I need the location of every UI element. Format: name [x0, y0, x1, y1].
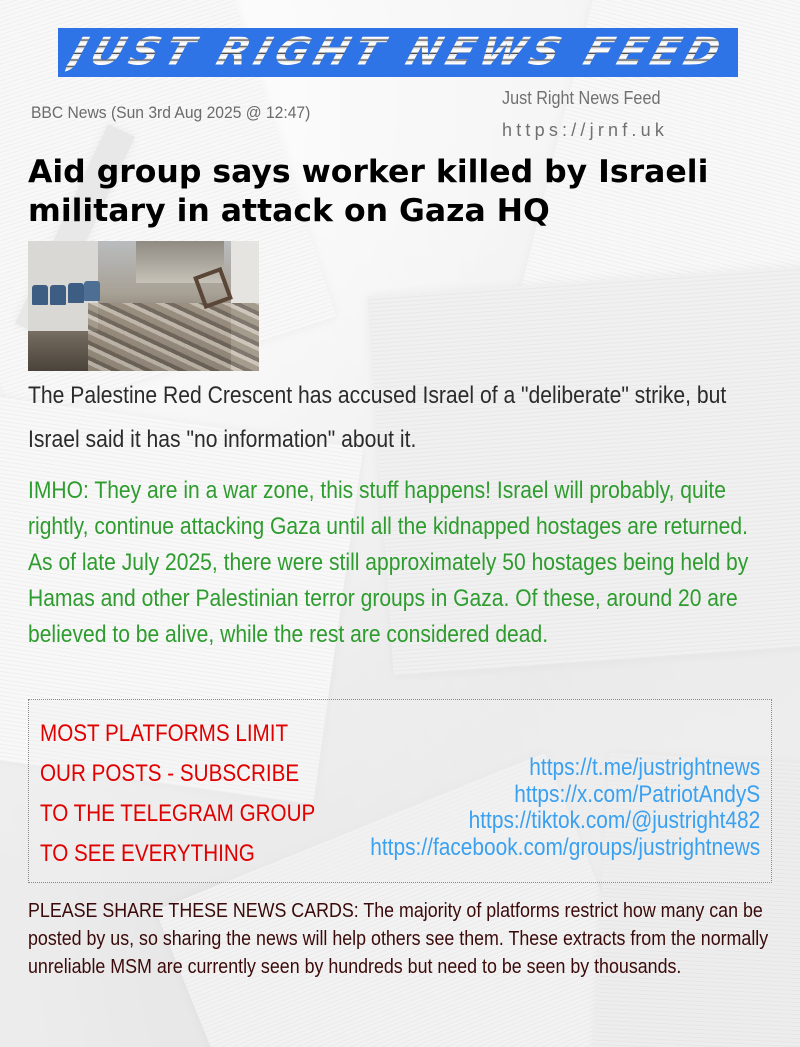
share-note: PLEASE SHARE THESE NEWS CARDS: The majority of platforms restrict how many can be posted by us, so sharing the news will help others see them. These extracts from the normally unreliable MSM are currently seen by hundreds but need to be seen by thousands.	[28, 899, 769, 978]
article-image	[28, 241, 259, 371]
article-summary: The Palestine Red Crescent has accused Israel of a "deliberate" strike, but Israel said it has "no information" about it.	[28, 382, 727, 453]
facebook-link[interactable]: https://facebook.com/groups/justrightnews	[370, 833, 760, 861]
banner-title: JUST RIGHT NEWS FEED	[64, 30, 732, 74]
brand-url[interactable]: https://jrnf.uk	[502, 120, 669, 140]
subscribe-message	[40, 714, 315, 874]
telegram-link[interactable]: https://t.me/justrightnews	[529, 754, 760, 781]
site-banner	[58, 28, 738, 77]
social-links	[370, 755, 760, 861]
subscribe-line: TO SEE EVERYTHING	[40, 840, 255, 867]
brand-name: Just Right News Feed	[502, 88, 661, 108]
subscribe-line: OUR POSTS - SUBSCRIBE	[40, 760, 300, 787]
article-headline: Aid group says worker killed by Israeli military in attack on Gaza HQ	[28, 154, 709, 229]
article-source-date: BBC News (Sun 3rd Aug 2025 @ 12:47)	[31, 103, 311, 122]
subscribe-promo-box	[28, 699, 772, 883]
tiktok-link[interactable]: https://tiktok.com/@justright482	[468, 807, 760, 834]
x-link[interactable]: https://x.com/PatriotAndyS	[513, 780, 760, 808]
subscribe-line: MOST PLATFORMS LIMIT	[40, 720, 289, 747]
editor-opinion: IMHO: They are in a war zone, this stuff happens! Israel will probably, quite rightly, continue attacking Gaza until all the kidnapped hostages are returned. As of late July 2025, there were still approximately 50 hostages being held by Hamas and other Palestinian terror groups in Gaza. Of these, around 20 are believed to be alive, while the rest are considered dead.	[28, 477, 749, 648]
subscribe-line: TO THE TELEGRAM GROUP	[40, 800, 316, 827]
